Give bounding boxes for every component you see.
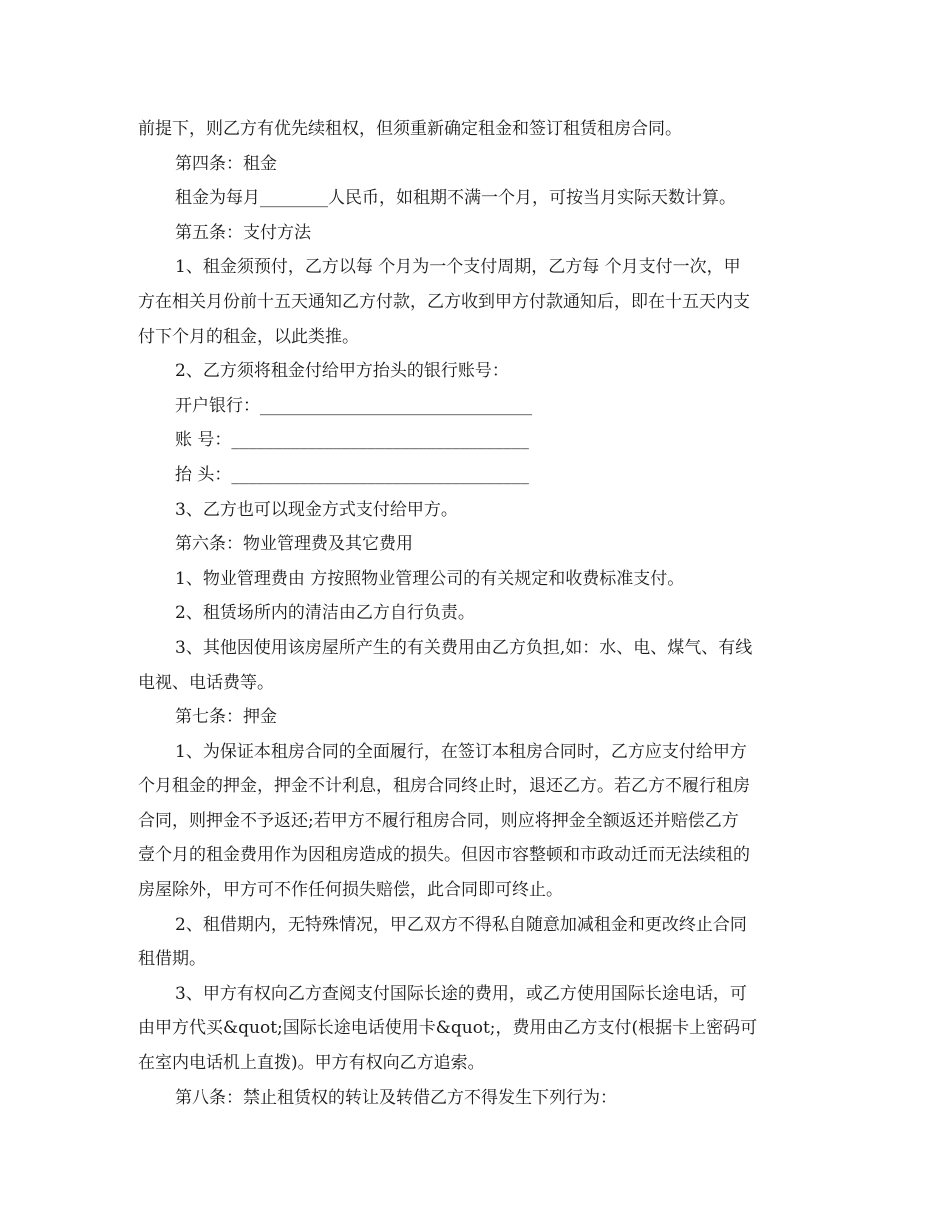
text-line-fees-1: 1、物业管理费由 方按照物业管理公司的有关规定和收费标准支付。 (175, 568, 685, 589)
text-line-deposit-1e: 房屋除外，甲方可不作任何损失赔偿，此合同即可终止。 (138, 880, 563, 901)
text-line-payment-1: 1、租金须预付，乙方以每 个月为一个支付周期，乙方每 个月支付一次，甲 (175, 257, 741, 278)
text-line-deposit-1d: 壹个月的租金费用作为因租房造成的损失。但因市容整顿和市政动迁而无法续租的 (138, 845, 750, 866)
text-line-deposit-3b: 由甲方代买&quot;国际长途电话使用卡&quot;，费用由乙方支付(根据卡上密码可 (138, 1018, 758, 1039)
text-line-deposit-2: 2、租借期内，无特殊情况，甲乙双方不得私自随意加减租金和更改终止合同 (175, 914, 747, 935)
field-bank: 开户银行：________________________________ (175, 395, 532, 416)
text-line-payment-1c: 付下个月的租金，以此类推。 (138, 326, 359, 347)
text-line-deposit-3: 3、甲方有权向乙方查阅支付国际长途的费用，或乙方使用国际长途电话，可 (175, 983, 747, 1004)
heading-article-6: 第六条：物业管理费及其它费用 (175, 534, 413, 555)
text-line-fees-2: 2、租赁场所内的清洁由乙方自行负责。 (175, 603, 475, 624)
heading-article-5: 第五条：支付方法 (175, 222, 311, 243)
text-line-deposit-1c: 合同，则押金不予返还;若甲方不履行租房合同，则应将押金全额返还并赔偿乙方 (138, 810, 739, 831)
text-line-deposit-2b: 租借期。 (138, 949, 206, 970)
text-line-deposit-3c: 在室内电话机上直拨)。甲方有权向乙方追索。 (138, 1053, 485, 1074)
field-account: 账 号：___________________________________ (175, 430, 529, 451)
text-line-payment-1b: 方在相关月份前十五天通知乙方付款，乙方收到甲方付款通知后，即在十五天内支 (138, 291, 750, 312)
text-line-fees-3: 3、其他因使用该房屋所产生的有关费用由乙方负担,如：水、电、煤气、有线 (175, 637, 753, 658)
heading-article-8: 第八条：禁止租赁权的转让及转借乙方不得发生下列行为： (175, 1087, 617, 1108)
text-line-payment-2: 2、乙方须将租金付给甲方抬头的银行账号： (175, 361, 509, 382)
document-page (138, 112, 814, 1115)
text-line-fees-3b: 电视、电话费等。 (138, 672, 274, 693)
text-line-1: 前提下，则乙方有优先续租权，但须重新确定租金和签订租赁租房合同。 (138, 119, 682, 139)
text-line-rent-amount: 租金为每月________人民币，如租期不满一个月，可按当月实际天数计算。 (175, 188, 736, 209)
heading-article-4: 第四条：租金 (175, 153, 277, 174)
text-line-payment-3: 3、乙方也可以现金方式支付给甲方。 (175, 499, 458, 520)
text-line-deposit-1: 1、为保证本租房合同的全面履行，在签订本租房合同时，乙方应支付给甲方 (175, 741, 747, 762)
field-payee: 抬 头：___________________________________ (175, 464, 529, 485)
heading-article-7: 第七条：押金 (175, 707, 277, 728)
text-line-deposit-1b: 个月租金的押金，押金不计利息，租房合同终止时，退还乙方。若乙方不履行租房 (138, 776, 750, 797)
